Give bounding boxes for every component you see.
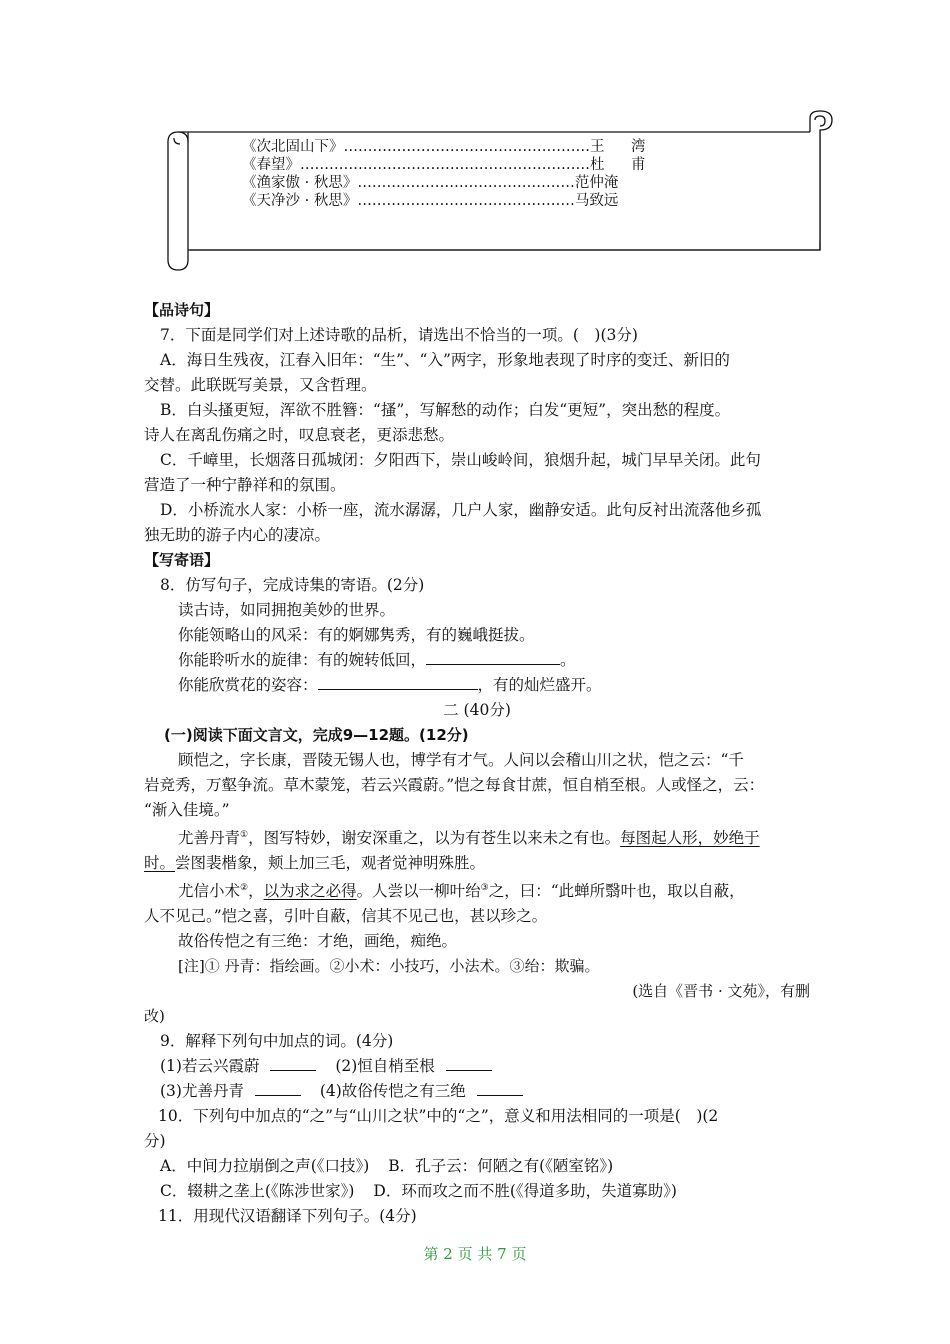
poem-title: 《春望》 [242,157,300,173]
section-heading-xie: 【写寄语】 [144,551,220,569]
imitation-line-3 [144,648,810,673]
part-two-heading: 二 (40分) [443,701,511,719]
q10-option-a: A．中间力拉崩倒之声(《口技》) [160,1157,370,1176]
passage-p4: 故俗传恺之有三绝：才绝，画绝，痴绝。 [178,932,458,951]
poem-line [242,156,652,174]
section-heading-pin: 【品诗句】 [144,301,220,319]
option-b-line1: B．白头搔更短，浑欲不胜簪：“搔”，写解愁的动作；白发“更短”，突出愁的程度。 [160,401,731,419]
option-c-line1: C．千嶂里，长烟落日孤城闭：夕阳西下，崇山峻岭间，狼烟升起，城门早早关闭。此句 [160,451,761,469]
poem-author: 杜 甫 [590,157,652,173]
poem-title: 《天净沙 · 秋思》 [242,193,358,209]
question-7-stem: 7．下面是同学们对上述诗歌的品析，请选出不恰当的一项。( )(3分) [160,326,638,344]
exam-content [144,298,810,1229]
imitation-line-4 [144,673,810,698]
question-10-stem-line1: 10．下列句中加点的“之”与“山川之状”中的“之”，意义和用法相同的一项是( )(2 [158,1107,719,1126]
imitation-line-3-end: 。 [560,651,576,669]
question-10-row2 [144,1179,810,1204]
passage-text: 之，曰：“此蝉所翳叶也，取以自蔽， [488,882,745,901]
option-b-line2: 诗人在离乱伤痛之时，叹息衰老，更添悲愁。 [144,426,455,444]
answer-blank[interactable] [446,1054,492,1071]
poem-dots: …………………………………………………… [300,157,590,173]
poem-dots: …………………………………………… [343,139,590,155]
passage-notes: [注]① 丹青：指绘画。②小术：小技巧，小法术。③绐：欺骗。 [178,957,600,976]
q10-option-c: C．辍耕之垄上(《陈涉世家》) [160,1182,355,1201]
page-footer: 第 2 页 共 7 页 [423,1245,527,1263]
underlined-sentence: 以为求之必得 [263,882,357,901]
option-a-line2: 交替。此联既写美景，又含哲理。 [144,376,377,394]
passage-p2-line2 [144,851,810,876]
passage-text: 尤善丹青 [178,829,241,848]
footnote-marker: ③ [480,883,489,894]
imitation-line-4-text: 你能欣赏花的姿容： [178,676,318,694]
poem-author: 马致远 [574,193,619,209]
passage-source-line2: 改) [144,1007,165,1026]
answer-blank[interactable] [426,648,560,665]
passage-p1-line3: “渐入佳境。” [144,801,230,819]
q10-option-d: D．环而攻之而不胜(《得道多助，失道寡助》) [373,1182,677,1201]
poem-title: 《次北固山下》 [242,139,344,155]
poem-title: 《渔家傲 · 秋思》 [242,175,358,191]
imitation-line-2: 你能领略山的风采：有的婀娜隽秀，有的巍峨挺拔。 [178,626,535,644]
q9-item-2: (2)恒自梢至根 [335,1057,435,1076]
poem-scroll-banner [160,108,840,278]
reading-subheading: (一)阅读下面文言文，完成9—12题。(12分) [164,726,469,744]
q10-option-b: B．孔子云：何陋之有(《陋室铭》) [388,1157,614,1176]
passage-text: 。人尝以一柳叶绐 [356,882,481,901]
poem-line [242,174,652,192]
passage-p2-line1 [144,823,810,851]
option-a-line1: A．海日生残夜，江春入旧年：“生”、“入”两字，形象地表现了时序的变迁、新旧的 [160,351,730,369]
question-10-stem-line2: 分) [144,1132,166,1151]
answer-blank[interactable] [255,1079,301,1096]
question-8-stem: 8．仿写句子，完成诗集的寄语。(2分) [160,576,425,594]
passage-p1-line1: 顾恺之，字长康，晋陵无锡人也，博学有才气。人问以会稽山川之状，恺之云：“千 [178,751,744,769]
q9-item-3: (3)尤善丹青 [160,1082,244,1101]
footnote-marker: ① [240,830,249,840]
passage-p1-line2: 岩竞秀，万壑争流。草木蒙笼，若云兴霞蔚。”恺之每食甘蔗，恒自梢至根。人或怪之，云： [144,776,765,794]
question-9-stem: 9．解释下列句中加点的词。(4分) [160,1032,394,1051]
passage-source-line1: (选自《晋书 · 文苑》，有删 [632,982,810,1001]
q9-item-1: (1)若云兴霞蔚 [160,1057,260,1076]
question-9-row1 [144,1054,810,1079]
passage-text: 尝图裴楷象，颊上加三毛，观者觉神明殊胜。 [175,854,486,873]
poem-author: 王 湾 [590,139,652,155]
imitation-line-3-text: 你能聆听水的旋律：有的婉转低回， [178,651,427,669]
q9-item-4: (4)故俗传恺之有三绝 [319,1082,466,1101]
option-d-line2: 独无助的游子内心的凄凉。 [144,526,331,544]
answer-blank[interactable] [270,1054,316,1071]
poem-author: 范仲淹 [574,175,619,191]
question-11-stem: 11．用现代汉语翻译下列句子。(4分) [158,1207,417,1226]
passage-p3-line1 [144,876,810,904]
imitation-line-1: 读古诗，如同拥抱美妙的世界。 [178,601,396,619]
question-10-row1 [144,1154,810,1179]
footnote-marker: ② [240,883,249,894]
poem-line [242,138,652,156]
poem-line [242,192,652,210]
passage-text: ， [248,882,264,901]
imitation-line-4-end: ，有的灿烂盛开。 [477,676,602,694]
poem-dots: ……………………………………… [357,175,575,191]
underlined-sentence: 每图起人形，妙绝于 [620,829,760,848]
passage-text: ，图写特妙，谢安深重之，以为有苍生以来未之有也。 [248,829,621,848]
option-c-line2: 营造了一种宁静祥和的氛围。 [144,476,346,494]
question-9-row2 [144,1079,810,1104]
answer-blank[interactable] [318,673,478,690]
answer-blank[interactable] [477,1079,523,1096]
passage-text: 尤信小术 [178,882,241,901]
passage-p3-line2: 人不见己。”恺之喜，引叶自蔽，信其不见己也，甚以珍之。 [144,907,548,926]
poem-dots: ……………………………………… [357,193,575,209]
underlined-sentence: 时。 [144,854,176,873]
option-d-line1: D．小桥流水人家：小桥一座，流水潺潺，几户人家，幽静安适。此句反衬出流落他乡孤 [160,501,762,519]
